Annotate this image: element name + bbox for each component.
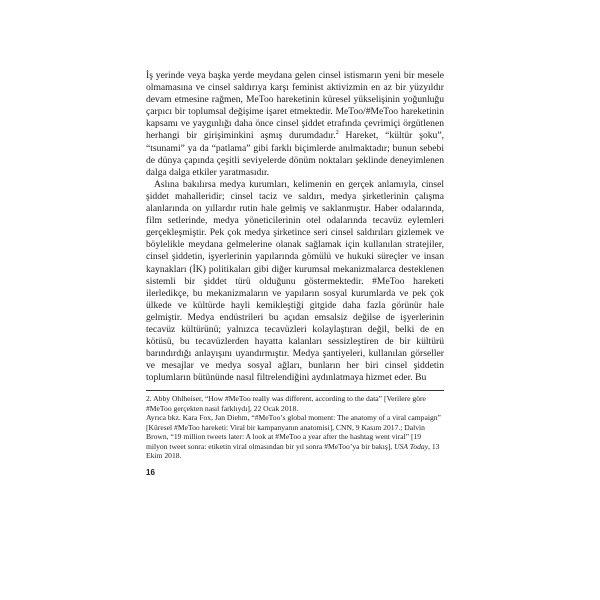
footnote-2-additional-text: Ayrıca bkz. Kara Fox, Jan Diehm, “#MeToo’s global moment: The anatomy of a viral campaign” [Küresel #MeToo hareketi: Viral bir kampanyanın anatomisi], CNN, 9 Kasım 2017.; Dalvin Brown, “19 million tweets later: A look at #MeToo a year after the hashtag went viral” [19 milyon tweet sonra: etiketin viral olmasından bir yıl sonra #MeToo’ya bir bakış], [146, 413, 441, 451]
footnote-2 [146, 394, 444, 461]
book-page [146, 70, 444, 477]
body-paragraph-1 [146, 70, 444, 179]
footnote-divider [146, 390, 444, 391]
footnote-2-date: , 13 Ekim 2018. [146, 441, 440, 461]
page-number: 16 [146, 467, 155, 477]
footnote-2-text: 2. Abby Ohlheiser, “How #MeToo really was different, according to the data” [Verilere göre #MeToo gerçekten nasıl farklıydı], 22 Ocak 2018. [146, 394, 426, 413]
paragraph-1-text: İş yerinde veya başka yerde meydana gelen cinsel istismarın yeni bir mesele olmamasına ve cinsel saldırıya karşı feminist aktivizmin en az bir yüzyıldır devam etmesine rağmen, MeToo hareketinin küresel yükselişinin yoğunluğu çarpıcı bir toplumsal değişime işaret etmektedir. MeToo/#MeToo hareketinin kapsamı ve yaygınlığı daha önce cinsel şiddet etrafında çevrimiçi örgütlenen herhangi bir girişiminkini aşmış durumdadır. [146, 70, 444, 142]
footnote-publication-title: USA Today [394, 441, 429, 451]
body-paragraph-2: Aslına bakılırsa medya kurumları, kelimenin en gerçek anlamıyla, cinsel şiddet mahalleridir; cinsel taciz ve saldırı, medya şirketlerinin çalışma alanlarında on yıllardır rutin hale gelmiş ve saklanmıştır. Haber odalarında, film setlerinde, medya yöneticilerinin otel odalarında tecavüz eylemleri gerçekleşmiştir. Pek çok medya şirketince seri cinsel saldırıları gizlemek ve böylelikle meydana gelmelerine olanak sağlamak için kullanılan stratejiler, cinsel şiddetin, işyerlerinin yapılarında gömülü ve hukuki süreçler ve insan kaynakları (İK) politikaları gibi diğer kurumsal mekanizmalarca desteklenen sistemli bir şiddet türü olduğunu göstermektedir. #MeToo hareketi ilerledikçe, bu mekanizmaların ve yapıların sosyal kurumlarda ve pek çok ülkede ve kültürde hayli kemikleştiği gitgide daha fazla görünür hale gelmiştir. Medya endüstrileri bu açıdan emsalsiz değilse de işyerlerinin tecavüz kültürünü; yalnızca tecavüzleri kolaylaştıran değil, belki de en kötüsü, bu tecavüzlerden hayatta kalanları sessizleştiren de bir kültürü barındırdığı anlayışını uyandırmıştır. Medya şantiyeleri, kullanılan görseller ve mesajlar ve medya sosyal ağları, bunların her biri cinsel şiddetin toplumların bütününde nasıl filtrelendiğini aydınlatmaya hizmet eder. Bu [146, 178, 444, 384]
footnote-marker[interactable]: 2 [335, 130, 339, 137]
paragraph-1-continuation: Hareket, “kültür şoku”, “tsunami” ya da “patlama” gibi farklı biçimlerde anılmaktadır; bunun sebebi de dünya çapında çeşitli seviyelerde dönüm noktaları şeklinde deneyimlenen dalga dalga etkiler yaratmasıdır. [146, 130, 444, 178]
